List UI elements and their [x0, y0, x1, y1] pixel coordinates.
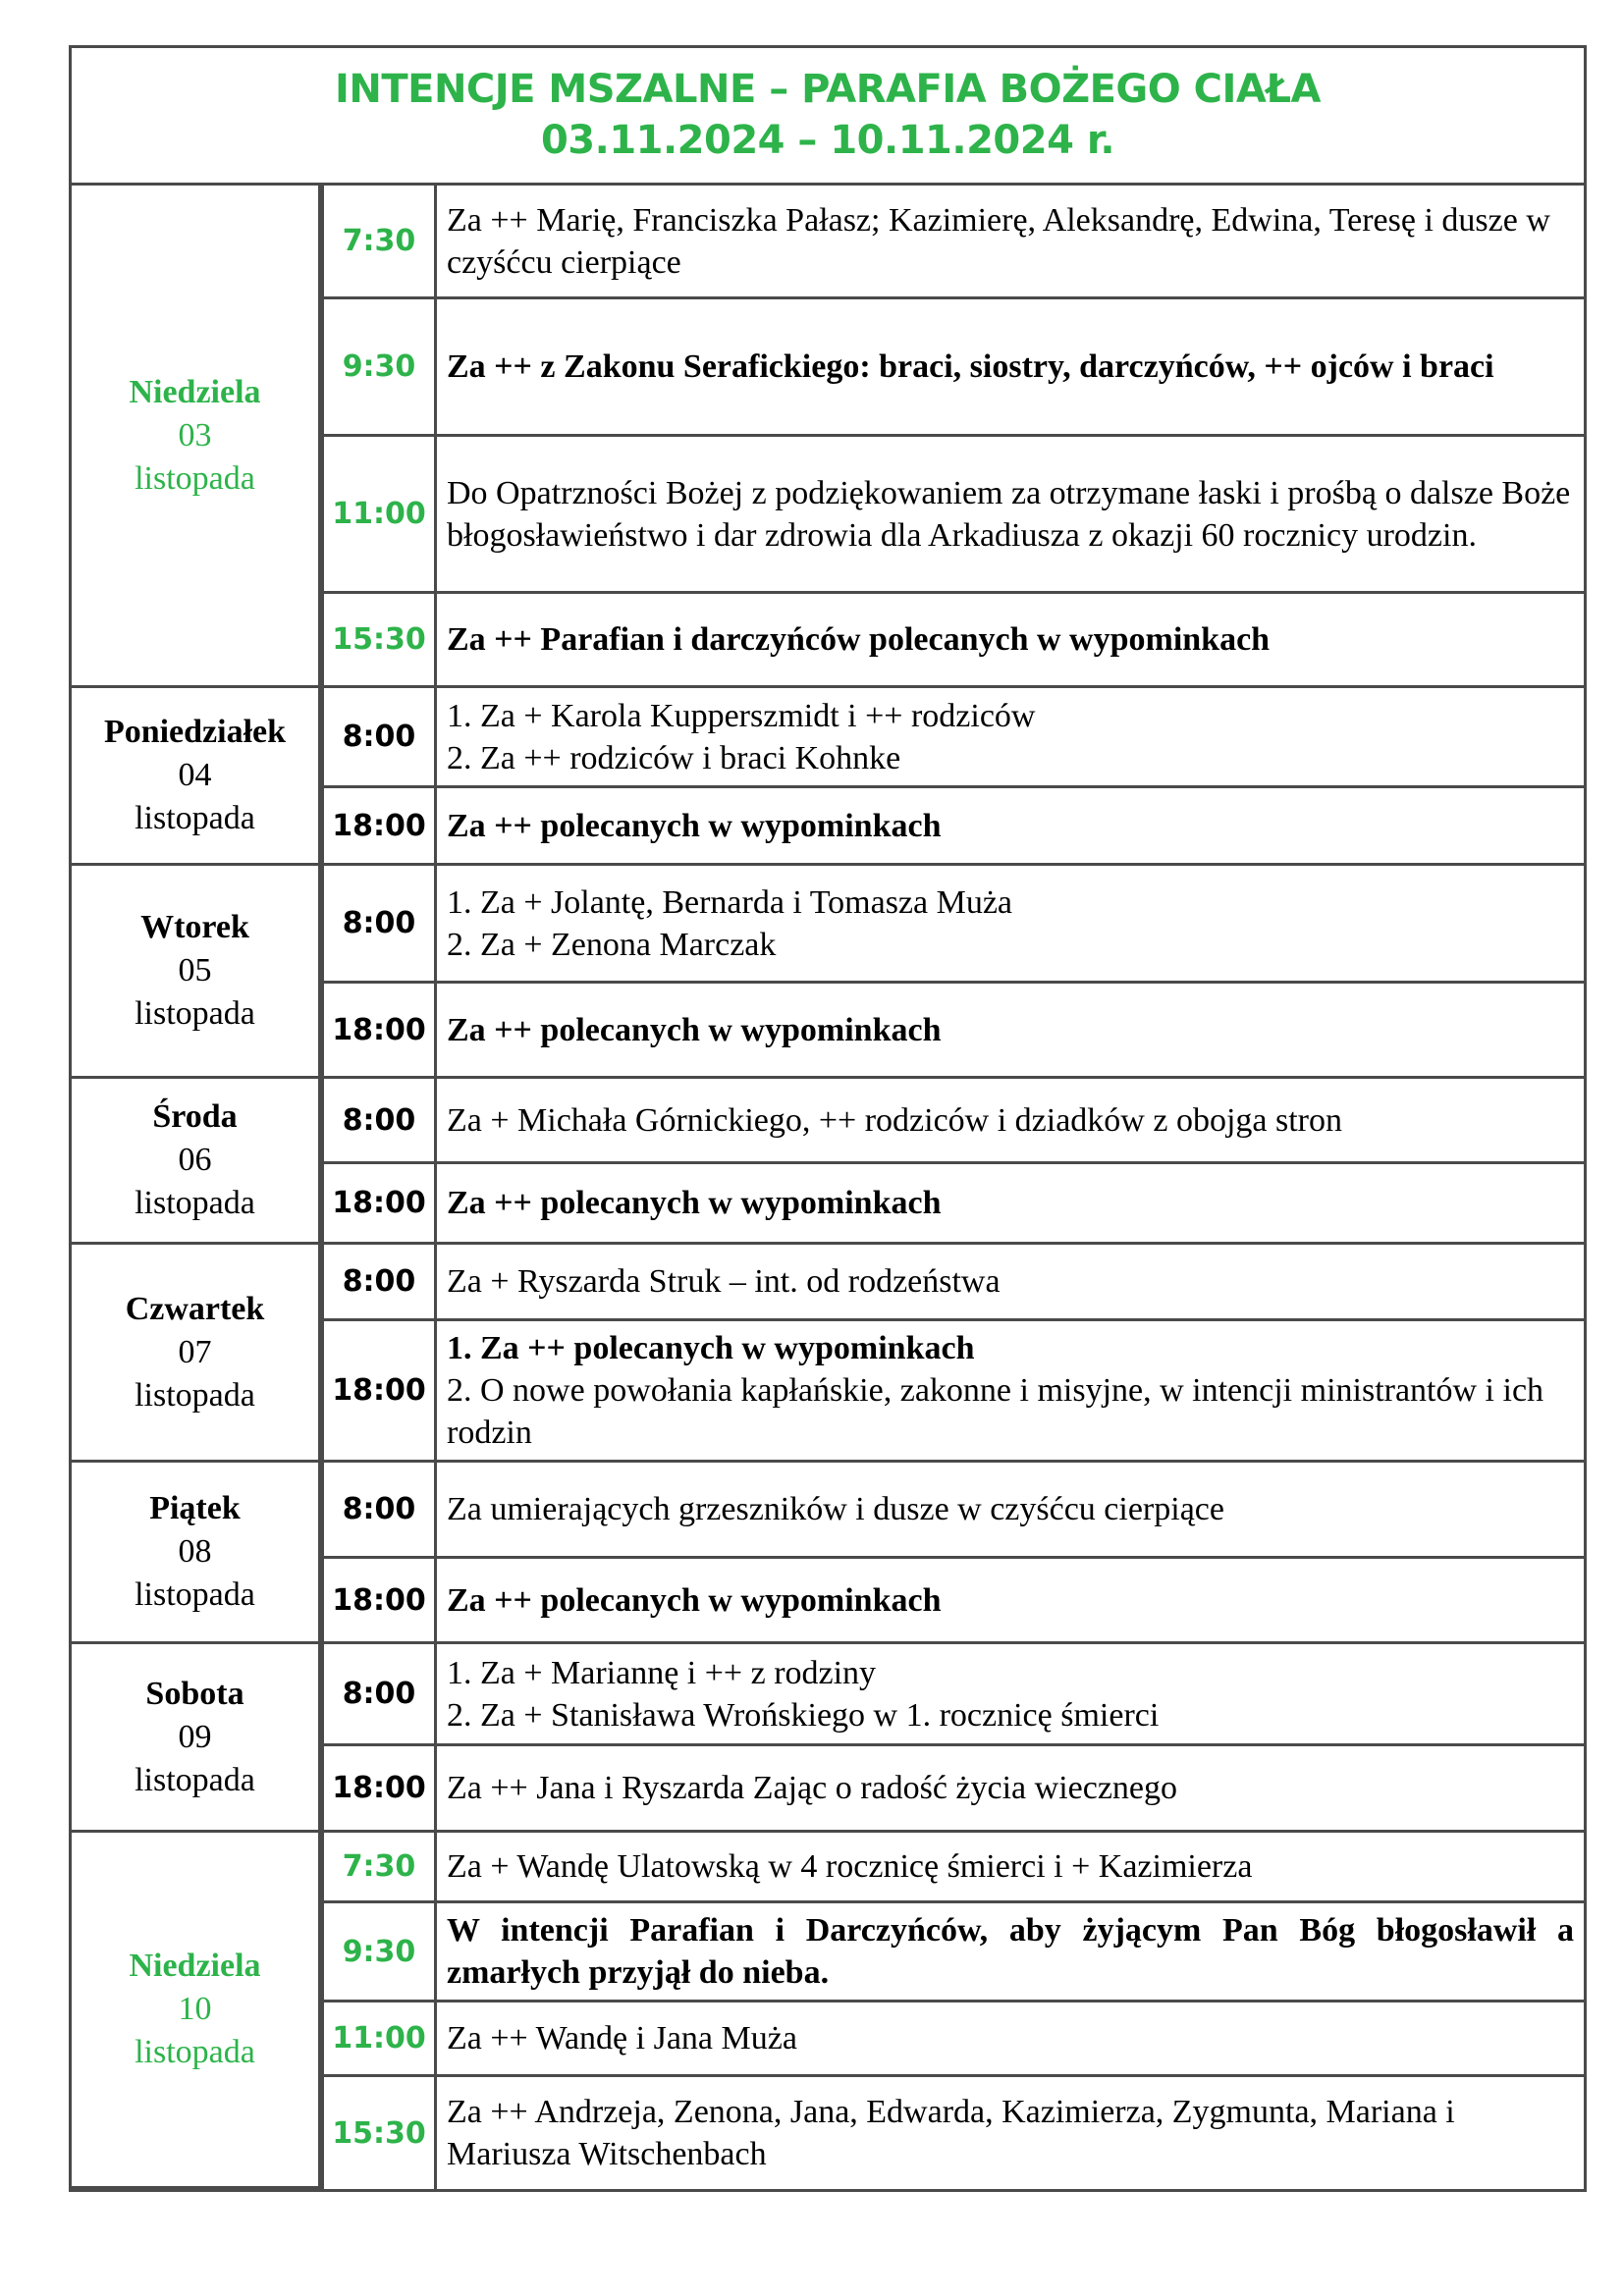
- mass-intention: [437, 688, 1584, 788]
- mass-intention: [437, 1245, 1584, 1321]
- mass-time: 11:00: [321, 2002, 437, 2077]
- day-month: listopada: [135, 2034, 255, 2070]
- mass-time: 8:00: [321, 1463, 437, 1559]
- mass-intention: [437, 1746, 1584, 1833]
- mass-intention: [437, 1559, 1584, 1644]
- intention-line: 2. O nowe powołania kapłańskie, zakonne i misyjne, w intencji ministrantów i ich rodzin: [447, 1372, 1544, 1451]
- intention-line: 2. Za + Zenona Marczak: [447, 926, 777, 963]
- day-name: Czwartek: [125, 1290, 265, 1327]
- mass-intention: [437, 866, 1584, 984]
- mass-time: 8:00: [321, 866, 437, 984]
- mass-intention: [437, 1321, 1584, 1463]
- day-date: 09: [178, 1718, 212, 1755]
- mass-row: [72, 866, 1584, 984]
- intention-line: Za ++ polecanych w wypominkach: [447, 1581, 942, 1619]
- date-range: 03.11.2024 – 10.11.2024 r.: [540, 118, 1115, 163]
- mass-time: 7:30: [321, 1833, 437, 1903]
- intention-line: 1. Za + Jolantę, Bernarda i Tomasza Muża: [447, 883, 1013, 921]
- mass-row: [72, 186, 1584, 299]
- intention-line: Za ++ Jana i Ryszarda Zając o radość życia wiecznego: [447, 1770, 1178, 1806]
- intention-line: Za ++ z Zakonu Serafickiego: braci, siostry, darczyńców, ++ ojców i braci: [447, 348, 1494, 385]
- mass-intention: [437, 594, 1584, 688]
- day-cell: [72, 866, 321, 1079]
- day-name: Niedziela: [129, 1948, 261, 1984]
- mass-intention: [437, 2002, 1584, 2077]
- intention-line: 1. Za + Mariannę i ++ z rodziny: [447, 1654, 877, 1691]
- day-date: 03: [178, 416, 212, 454]
- intention-line: Za + Ryszarda Struk – int. od rodzeństwa: [447, 1263, 1001, 1300]
- mass-time: 8:00: [321, 1079, 437, 1164]
- day-cell: [72, 1245, 321, 1463]
- mass-intention: [437, 299, 1584, 437]
- day-cell: [72, 688, 321, 866]
- day-month: listopada: [135, 1376, 255, 1414]
- mass-intention: [437, 984, 1584, 1079]
- mass-intention: [437, 1833, 1584, 1903]
- day-name: Piątek: [149, 1490, 241, 1526]
- mass-time: 18:00: [321, 984, 437, 1079]
- mass-time: 18:00: [321, 1746, 437, 1833]
- day-name: Poniedziałek: [103, 714, 287, 750]
- day-month: listopada: [135, 1576, 255, 1613]
- mass-row: [72, 1833, 1584, 1903]
- intention-line: Do Opatrzności Bożej z podziękowaniem za otrzymane łaski i prośbą o dalsze Boże błogosławieństwo i dar zdrowia dla Arkadiusza z okazji 60 rocznicy urodzin.: [447, 474, 1571, 554]
- intention-line: Za + Michała Górnickiego, ++ rodziców i dziadków z obojga stron: [447, 1101, 1342, 1139]
- intention-line: Za ++ Wandę i Jana Muża: [447, 2020, 797, 2056]
- intention-line: W intencji Parafian i Darczyńców, aby żyjącym Pan Bóg błogosławił a zmarłych przyjął do nieba.: [447, 1912, 1574, 1991]
- day-date: 06: [178, 1142, 212, 1178]
- day-month: listopada: [135, 459, 255, 497]
- day-month: listopada: [135, 1185, 255, 1221]
- mass-row: [72, 1079, 1584, 1164]
- intention-line: Za ++ polecanych w wypominkach: [447, 1185, 942, 1221]
- mass-time: 7:30: [321, 186, 437, 299]
- day-date: 04: [178, 757, 212, 793]
- mass-intention: [437, 437, 1584, 594]
- mass-intention: [437, 1463, 1584, 1559]
- day-cell: [72, 1833, 321, 2189]
- day-cell: [72, 1644, 321, 1833]
- mass-row: [72, 688, 1584, 788]
- intention-line: 1. Za ++ polecanych w wypominkach: [447, 1330, 975, 1366]
- mass-intention: [437, 186, 1584, 299]
- intention-line: Za umierających grzeszników i dusze w czyśćcu cierpiące: [447, 1491, 1224, 1527]
- mass-time: 18:00: [321, 1321, 437, 1463]
- day-date: 10: [178, 1991, 212, 2027]
- intention-line: 1. Za + Karola Kupperszmidt i ++ rodziców: [447, 697, 1036, 734]
- mass-time: 8:00: [321, 1245, 437, 1321]
- mass-time: 18:00: [321, 1164, 437, 1245]
- day-name: Niedziela: [129, 373, 261, 410]
- mass-time: 9:30: [321, 1903, 437, 2002]
- intention-line: Za ++ polecanych w wypominkach: [447, 807, 942, 844]
- day-month: listopada: [135, 1761, 255, 1798]
- day-date: 07: [178, 1333, 212, 1370]
- mass-time: 11:00: [321, 437, 437, 594]
- day-month: listopada: [135, 995, 255, 1032]
- mass-intention: [437, 2077, 1584, 2189]
- intention-line: 2. Za + Stanisława Wrońskiego w 1. rocznicę śmierci: [447, 1696, 1160, 1734]
- day-name: Sobota: [145, 1675, 244, 1712]
- intention-line: Za + Wandę Ulatowską w 4 rocznicę śmierci i + Kazimierza: [447, 1848, 1253, 1885]
- intention-line: 2. Za ++ rodziców i braci Kohnke: [447, 739, 901, 776]
- schedule-sheet: [69, 45, 1587, 2192]
- day-cell: [72, 1079, 321, 1245]
- mass-time: 8:00: [321, 688, 437, 788]
- mass-intention: [437, 1644, 1584, 1746]
- mass-intention: [437, 1079, 1584, 1164]
- mass-row: [72, 1644, 1584, 1746]
- intention-line: Za ++ Andrzeja, Zenona, Jana, Edwarda, Kazimierza, Zygmunta, Mariana i Mariusza Witschenbach: [447, 2094, 1455, 2172]
- mass-intention: [437, 788, 1584, 866]
- mass-row: [72, 1463, 1584, 1559]
- day-date: 08: [178, 1533, 212, 1570]
- intention-line: Za ++ polecanych w wypominkach: [447, 1011, 942, 1048]
- mass-intention: [437, 1903, 1584, 2002]
- day-name: Wtorek: [140, 909, 249, 945]
- day-date: 05: [178, 952, 212, 988]
- mass-time: 18:00: [321, 788, 437, 866]
- intentions-table: [72, 186, 1584, 2189]
- mass-time: 15:30: [321, 594, 437, 688]
- day-cell: [72, 186, 321, 688]
- mass-time: 9:30: [321, 299, 437, 437]
- day-month: listopada: [135, 800, 255, 836]
- page-title: INTENCJE MSZALNE – PARAFIA BOŻEGO CIAŁA: [334, 67, 1321, 112]
- mass-row: [72, 1245, 1584, 1321]
- mass-time: 18:00: [321, 1559, 437, 1644]
- day-cell: [72, 1463, 321, 1644]
- day-name: Środa: [152, 1098, 238, 1135]
- mass-intention: [437, 1164, 1584, 1245]
- intention-line: Za ++ Parafian i darczyńców polecanych w wypominkach: [447, 621, 1271, 658]
- mass-time: 15:30: [321, 2077, 437, 2189]
- mass-time: 8:00: [321, 1644, 437, 1746]
- intention-line: Za ++ Marię, Franciszka Pałasz; Kazimierę, Aleksandrę, Edwina, Teresę i dusze w czyśćcu cierpiące: [447, 201, 1550, 281]
- schedule-header: [72, 48, 1584, 186]
